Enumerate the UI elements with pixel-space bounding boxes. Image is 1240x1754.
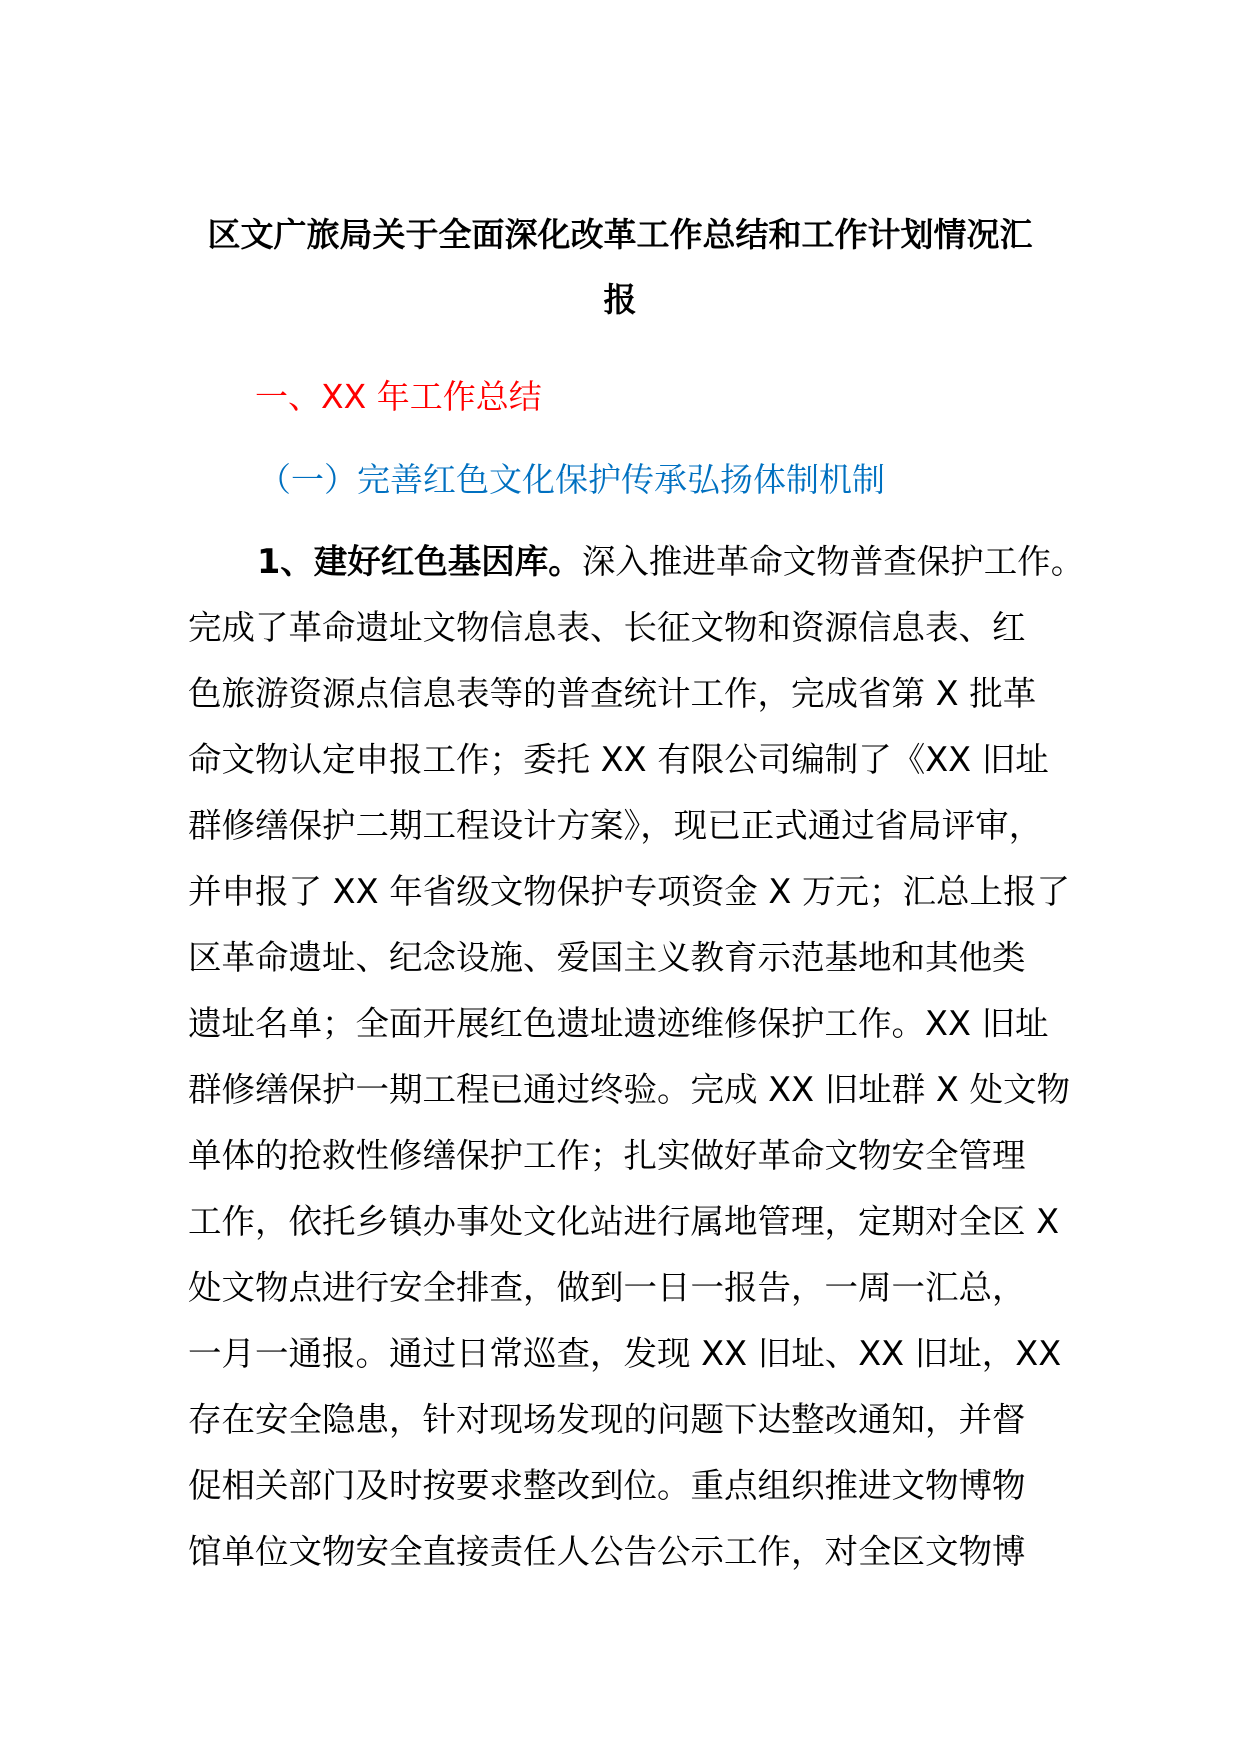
- paragraph-line: 单体的抢救性修缮保护工作；扎实做好革命文物安全管理: [188, 1136, 1026, 1175]
- paragraph-line: 工作，依托乡镇办事处文化站进行属地管理，定期对全区 X: [188, 1202, 1060, 1241]
- paragraph-line: 馆单位文物安全直接责任人公告公示工作，对全区文物博: [188, 1532, 1026, 1571]
- paragraph-line: 一月一通报。通过日常巡查，发现 XX 旧址、XX 旧址，XX: [188, 1334, 1062, 1373]
- paragraph-text: 深入推进革命文物普查保护工作。: [581, 542, 1085, 581]
- paragraph-line: 促相关部门及时按要求整改到位。重点组织推进文物博物: [188, 1466, 1026, 1505]
- document-title-line-2: 报: [603, 280, 637, 319]
- subsection-heading: （一）完善红色文化保护传承弘扬体制机制: [258, 460, 885, 499]
- paragraph-lead: 1、建好红色基因库。: [257, 542, 582, 581]
- section-heading: 一、XX 年工作总结: [255, 377, 542, 416]
- paragraph-line: 群修缮保护二期工程设计方案》，现已正式通过省局评审，: [188, 806, 1043, 845]
- paragraph-line: 群修缮保护一期工程已通过终验。完成 XX 旧址群 X 处文物: [188, 1070, 1070, 1109]
- paragraph-line: 存在安全隐患，针对现场发现的问题下达整改通知，并督: [188, 1400, 1026, 1439]
- document-title-line-1: 区文广旅局关于全面深化改革工作总结和工作计划情况汇: [207, 215, 1033, 254]
- paragraph-line: 区革命遗址、纪念设施、爱国主义教育示范基地和其他类: [188, 938, 1026, 977]
- paragraph-line: 完成了革命遗址文物信息表、长征文物和资源信息表、红: [188, 608, 1026, 647]
- paragraph-line: 处文物点进行安全排查，做到一日一报告，一周一汇总，: [188, 1268, 1026, 1307]
- paragraph-line: 遗址名单；全面开展红色遗址遗迹维修保护工作。XX 旧址: [188, 1004, 1049, 1043]
- paragraph-line: [257, 542, 1127, 582]
- paragraph-line: 色旅游资源点信息表等的普查统计工作，完成省第 X 批革: [188, 674, 1037, 713]
- paragraph-line: 命文物认定申报工作；委托 XX 有限公司编制了《XX 旧址: [188, 740, 1049, 779]
- paragraph-line: 并申报了 XX 年省级文物保护专项资金 X 万元；汇总上报了: [188, 872, 1070, 911]
